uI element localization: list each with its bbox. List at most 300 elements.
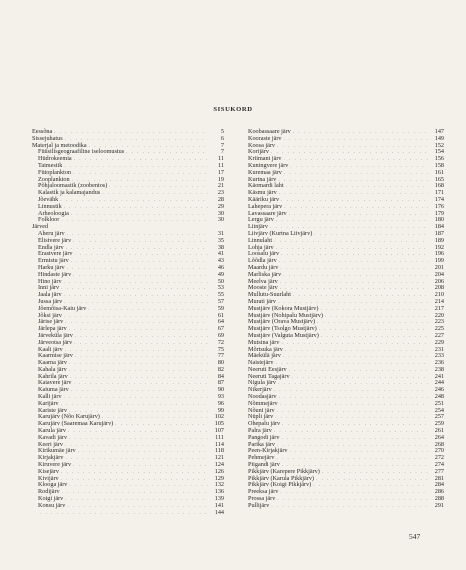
- toc-entry-title: Mustjärv (Nohipalu Mustjärv): [248, 311, 323, 319]
- toc-entry-page: 206: [434, 277, 444, 285]
- toc-entry-title: Nigula järv: [248, 379, 277, 387]
- toc-leader-dots: [280, 490, 428, 497]
- toc-leader-dots: [64, 164, 208, 171]
- toc-entry-title: Kisejärv: [38, 467, 59, 475]
- toc-entry: [248, 387, 444, 394]
- toc-entry-title: Neeruti Eesjärv: [248, 365, 287, 373]
- toc-entry-page: 270: [434, 447, 444, 455]
- toc-entry-title: Mutsina järv: [248, 338, 280, 346]
- toc-entry-page: 31: [217, 229, 224, 237]
- toc-entry-title: Põhjaloomastik (zoobentos): [38, 182, 108, 190]
- toc-entry-page: 41: [217, 250, 224, 258]
- toc-entry-page: 246: [434, 386, 444, 394]
- toc-entry-page: 105: [214, 420, 224, 428]
- toc-leader-dots: [65, 348, 208, 355]
- toc-leader-dots: [281, 252, 428, 259]
- toc-entry-title: Järveotsa järv: [38, 338, 73, 346]
- toc-leader-dots: [293, 293, 428, 300]
- toc-leader-dots: [61, 470, 208, 477]
- toc-entry-title: Füüsilisgeograafiline iseloomustus: [38, 148, 125, 156]
- toc-entry: [248, 217, 444, 224]
- toc-leader-dots: [102, 191, 208, 198]
- toc-entry-title: Hindaste järv: [38, 270, 72, 278]
- toc-entry-page: 80: [217, 359, 224, 367]
- toc-entry-title: Konsu järv: [38, 501, 66, 509]
- toc-leader-dots: [278, 381, 428, 388]
- toc-entry-title: Inni järv: [38, 284, 60, 292]
- toc-leader-dots: [280, 286, 428, 293]
- toc-entry-page: 5: [220, 128, 224, 135]
- toc-entry-page: 264: [434, 433, 444, 441]
- toc-entry-page: 277: [434, 467, 444, 475]
- toc-leader-dots: [74, 157, 208, 164]
- toc-leader-dots: [275, 415, 428, 422]
- toc-entry-page: 147: [434, 128, 444, 135]
- toc-entry: [248, 231, 444, 238]
- toc-entry: [32, 503, 224, 510]
- toc-entry-title: Koigi järv: [38, 495, 64, 503]
- toc-entry-title: Kahala järv: [38, 365, 67, 373]
- toc-entry: [32, 462, 224, 469]
- toc-leader-dots: [279, 395, 428, 402]
- toc-entry-page: 90: [217, 386, 224, 394]
- toc-entry-title: Neeruti Tagajärv: [248, 372, 290, 380]
- toc-entry-page: 225: [434, 325, 444, 333]
- toc-entry: [248, 489, 444, 496]
- toc-leader-dots: [293, 130, 428, 137]
- toc-entry-title: Mäekülä järv: [248, 352, 281, 360]
- toc-entry-page: 35: [217, 236, 224, 244]
- toc-entry-page: 168: [434, 182, 444, 190]
- toc-leader-dots: [325, 314, 428, 321]
- toc-entry-title: Prossa järv: [248, 495, 276, 503]
- toc-entry-title: Keeri järv: [38, 440, 63, 448]
- toc-entry-page: 288: [434, 495, 444, 503]
- toc-leader-dots: [274, 239, 428, 246]
- toc-entry: [32, 279, 224, 286]
- toc-leader-dots: [292, 375, 428, 382]
- toc-leader-dots: [73, 273, 208, 280]
- toc-leader-dots: [276, 246, 428, 253]
- toc-entry: [248, 143, 444, 150]
- toc-entry-page: 161: [434, 168, 444, 176]
- toc-entry: [248, 374, 444, 381]
- toc-entry-page: 214: [434, 297, 444, 305]
- toc-entry-title: Lergu järv: [248, 216, 274, 224]
- toc-entry-title: Kääriku järv: [248, 195, 280, 203]
- toc-leader-dots: [69, 436, 208, 443]
- toc-entry-page: 121: [214, 454, 224, 462]
- toc-entry-page: 124: [214, 461, 224, 469]
- toc-entry-title: Kurtna järv: [248, 175, 277, 183]
- toc-entry-page: 196: [434, 250, 444, 258]
- toc-entry-page: 61: [217, 311, 224, 319]
- toc-entry-title: Erastvere järv: [38, 250, 73, 258]
- toc-entry-title: Kirikumäe järv: [38, 447, 76, 455]
- toc-entry-page: 227: [434, 331, 444, 339]
- toc-leader-dots: [274, 388, 428, 395]
- toc-leader-dots: [102, 415, 208, 422]
- toc-leader-dots: [321, 334, 428, 341]
- toc-entry-page: 268: [434, 440, 444, 448]
- toc-leader-dots: [65, 456, 208, 463]
- toc-leader-dots: [314, 232, 428, 239]
- toc-leader-dots: [71, 388, 208, 395]
- toc-entry: [32, 394, 224, 401]
- toc-leader-dots: [66, 246, 208, 253]
- toc-entry: [248, 353, 444, 360]
- toc-entry-title: Materjal ja metoodika: [32, 141, 87, 149]
- toc-entry: [248, 421, 444, 428]
- toc-entry-title: Eessõna: [32, 128, 53, 135]
- toc-entry-title: Pikkjärv (Karula Pikkjärv): [248, 474, 314, 482]
- toc-entry-title: Liivjärv (Kurtna Liivjärv): [248, 229, 313, 237]
- toc-entry-title: Kiruvere järv: [38, 461, 72, 469]
- toc-entry: [248, 292, 444, 299]
- toc-entry-title: Mullutu-Suurlaht: [248, 291, 291, 299]
- toc-entry-page: 187: [434, 229, 444, 237]
- toc-leader-dots: [289, 212, 428, 219]
- toc-entry-page: 179: [434, 209, 444, 217]
- toc-leader-dots: [322, 470, 428, 477]
- toc-entry-title: Pikkjärv (Koigi Pikkjärv): [248, 481, 312, 489]
- toc-entry-title: Kriimani järv: [248, 155, 282, 163]
- toc-entry-title: Kahrila järv: [38, 372, 68, 380]
- toc-entry-page: 184: [434, 223, 444, 231]
- toc-leader-dots: [40, 511, 208, 518]
- toc-entry-page: 64: [217, 318, 224, 326]
- toc-entry-title: Nõuni järv: [248, 406, 275, 414]
- toc-leader-dots: [290, 449, 428, 456]
- toc-entry-page: 126: [214, 467, 224, 475]
- toc-leader-dots: [75, 252, 208, 259]
- toc-entry-page: 11: [218, 155, 224, 163]
- toc-entry-title: Naistejärv: [248, 359, 274, 367]
- toc-entry-title: Marliska järv: [248, 270, 282, 278]
- toc-leader-dots: [277, 409, 428, 416]
- toc-entry-page: 238: [434, 365, 444, 373]
- toc-leader-dots: [277, 443, 428, 450]
- toc-entry-title: Endla järv: [38, 243, 64, 251]
- toc-entry-title: Murati järv: [248, 297, 277, 305]
- toc-entry-page: 67: [217, 325, 224, 333]
- toc-leader-dots: [65, 497, 208, 504]
- toc-entry-page: 118: [214, 447, 224, 455]
- toc-leader-dots: [61, 286, 208, 293]
- toc-entry-page: 53: [217, 284, 224, 292]
- toc-entry-page: 208: [434, 284, 444, 292]
- toc-entry-title: Parika järv: [248, 440, 275, 448]
- toc-leader-dots: [280, 280, 428, 287]
- toc-entry-page: 107: [214, 427, 224, 435]
- toc-leader-dots: [282, 422, 428, 429]
- toc-entry-title: Kariste järv: [38, 406, 68, 414]
- toc-entry-title: Kaarna järv: [38, 359, 68, 367]
- toc-leader-dots: [290, 164, 428, 171]
- toc-entry: [248, 448, 444, 455]
- toc-entry-title: Loosalu järv: [248, 250, 280, 258]
- toc-leader-dots: [284, 171, 428, 178]
- toc-entry-page: 75: [217, 345, 224, 353]
- toc-leader-dots: [280, 402, 428, 409]
- toc-leader-dots: [64, 314, 208, 321]
- toc-entry-page: 129: [214, 474, 224, 482]
- toc-entry-title: Mustjärv (Valguta Mustjärv): [248, 331, 319, 339]
- toc-entry-title: Zooplankton: [38, 175, 70, 183]
- toc-entry-title: Arheoloogia: [38, 209, 69, 217]
- toc-entry-title: Folkloor: [38, 216, 60, 224]
- toc-entry: [32, 510, 224, 517]
- toc-entry: [248, 211, 444, 218]
- toc-entry-title: Aheru järv: [38, 229, 65, 237]
- toc-entry-title: Järveküla järv: [38, 331, 73, 339]
- toc-entry: [248, 136, 444, 143]
- toc-entry-title: Piigandi järv: [248, 461, 280, 469]
- toc-entry-title: Kaiumа järv: [38, 386, 69, 394]
- toc-entry-page: 132: [214, 481, 224, 489]
- toc-entry-title: Jussa järv: [38, 297, 63, 305]
- toc-entry-title: Kalli järv: [38, 393, 62, 401]
- toc-entry-title: Järise järv: [38, 318, 64, 326]
- toc-leader-dots: [276, 218, 428, 225]
- toc-leader-dots: [115, 422, 208, 429]
- toc-entry-title: Kalastik ja kalamajandus: [38, 189, 101, 197]
- toc-entry-title: Nüpli järv: [248, 413, 274, 421]
- toc-entry-page: 102: [214, 413, 224, 421]
- toc-entry-page: 286: [434, 488, 444, 496]
- toc-leader-dots: [65, 320, 208, 327]
- toc-leader-dots: [283, 354, 428, 361]
- toc-entry-title: Koosa järv: [248, 141, 275, 149]
- toc-entry-page: 19: [217, 175, 224, 183]
- toc-leader-dots: [281, 436, 428, 443]
- toc-entry-title: Mustjärv (Orava Mustjärv): [248, 318, 316, 326]
- toc-leader-dots: [74, 341, 208, 348]
- toc-entry-page: 57: [217, 297, 224, 305]
- toc-leader-dots: [286, 184, 428, 191]
- toc-entry-title: Pehmejärv: [248, 454, 275, 462]
- toc-entry-title: Hüdrokeemia: [38, 155, 72, 163]
- toc-leader-dots: [75, 354, 208, 361]
- toc-entry-page: 176: [434, 202, 444, 210]
- toc-entry-page: 241: [434, 372, 444, 380]
- toc-entry-page: 210: [434, 291, 444, 299]
- toc-entry-title: Mooste järv: [248, 284, 278, 292]
- toc-leader-dots: [276, 456, 428, 463]
- toc-entry-title: Peen-Kirjakjärv: [248, 447, 288, 455]
- toc-entry-title: Harku järv: [38, 263, 65, 271]
- page-title: SISUKORD: [213, 106, 253, 113]
- toc-entry-page: 23: [217, 189, 224, 197]
- toc-entry-page: 248: [434, 393, 444, 401]
- toc-entry-title: Hino järv: [38, 277, 62, 285]
- toc-entry-page: 114: [214, 440, 224, 448]
- toc-entry-title: Jõemõisa-Kaiu järv: [38, 304, 87, 312]
- toc-entry-page: 180: [434, 216, 444, 224]
- toc-entry-title: Nikerjärv: [248, 386, 272, 394]
- toc-entry-title: Lahepera järv: [248, 202, 283, 210]
- toc-entry: [248, 380, 444, 387]
- toc-entry-page: 204: [434, 270, 444, 278]
- toc-leader-dots: [271, 504, 428, 511]
- toc-leader-dots: [54, 130, 208, 137]
- toc-leader-dots: [283, 273, 428, 280]
- toc-entry-page: 261: [434, 427, 444, 435]
- toc-entry-title: Jaala järv: [38, 291, 62, 299]
- toc-entry-page: 251: [434, 399, 444, 407]
- toc-leader-dots: [109, 184, 208, 191]
- toc-entry: [248, 238, 444, 245]
- toc-leader-dots: [126, 150, 208, 157]
- toc-leader-dots: [64, 395, 208, 402]
- toc-entry-page: 244: [434, 379, 444, 387]
- toc-entry-page: 55: [217, 291, 224, 299]
- toc-entry-title: Kaali järv: [38, 345, 63, 353]
- toc-leader-dots: [271, 150, 428, 157]
- toc-entry: [32, 482, 224, 489]
- toc-entry-page: 165: [434, 175, 444, 183]
- toc-entry-title: Korijärv: [248, 148, 269, 156]
- toc-entry-page: 46: [217, 263, 224, 271]
- toc-leader-dots: [69, 327, 208, 334]
- toc-leader-dots: [64, 205, 208, 212]
- toc-entry-title: Kavadi järv: [38, 433, 68, 441]
- toc-leader-dots: [62, 490, 208, 497]
- toc-entry-title: Meelva järv: [248, 277, 278, 285]
- toc-leader-dots: [88, 307, 208, 314]
- toc-entry-page: 49: [217, 270, 224, 278]
- toc-entry-page: 29: [217, 202, 224, 210]
- toc-leader-dots: [281, 341, 428, 348]
- toc-entry-page: 257: [434, 413, 444, 421]
- toc-entry-page: 43: [217, 257, 224, 265]
- toc-leader-dots: [275, 361, 428, 368]
- toc-entry-page: 87: [217, 379, 224, 387]
- toc-entry-title: Kuningvere järv: [248, 161, 289, 169]
- toc-leader-dots: [277, 144, 428, 151]
- toc-leader-dots: [67, 504, 208, 511]
- toc-leader-dots: [320, 307, 428, 314]
- toc-entry-title: Linnulaht: [248, 236, 273, 244]
- toc-leader-dots: [65, 443, 208, 450]
- toc-entry-page: 158: [434, 161, 444, 169]
- toc-entry-title: Lõõdla järv: [248, 257, 277, 265]
- toc-entry-title: Ermistu järv: [38, 257, 69, 265]
- toc-entry-title: Sissejuhatus: [32, 134, 63, 142]
- toc-leader-dots: [73, 171, 208, 178]
- toc-entry-title: Nõmmejärv: [248, 399, 278, 407]
- toc-entry-title: Elistvere järv: [38, 236, 72, 244]
- toc-entry-page: 236: [434, 359, 444, 367]
- toc-leader-dots: [67, 266, 208, 273]
- toc-entry-page: 28: [217, 195, 224, 203]
- toc-leader-dots: [64, 280, 208, 287]
- toc-entry-page: 7: [220, 148, 224, 156]
- toc-leader-dots: [73, 463, 208, 470]
- toc-entry: [248, 408, 444, 415]
- toc-entry-title: Koobassaare järv: [248, 128, 291, 135]
- toc-entry-page: 96: [217, 399, 224, 407]
- toc-entry-page: 136: [214, 488, 224, 496]
- toc-entry-title: Ohepalu järv: [248, 420, 281, 428]
- toc-leader-dots: [279, 191, 428, 198]
- toc-entry-page: 233: [434, 352, 444, 360]
- toc-entry-page: 199: [434, 257, 444, 265]
- toc-entry: [248, 401, 444, 408]
- toc-entry-title: Klooga järv: [38, 481, 68, 489]
- toc-leader-dots: [319, 327, 428, 334]
- toc-entry-title: Lavassaare järv: [248, 209, 287, 217]
- toc-leader-dots: [281, 198, 428, 205]
- toc-entry-page: 21: [217, 182, 224, 190]
- toc-leader-dots: [279, 259, 428, 266]
- toc-entry-page: 174: [434, 195, 444, 203]
- toc-entry-title: Kirjakjärv: [38, 454, 64, 462]
- toc-entry-title: Linnustik: [38, 202, 62, 210]
- toc-leader-dots: [64, 293, 208, 300]
- toc-entry-title: Kivijärv: [38, 474, 59, 482]
- toc-entry-page: 149: [434, 134, 444, 142]
- toc-entry: [32, 211, 224, 218]
- page-number: 547: [409, 532, 421, 541]
- toc-entry: [32, 217, 224, 224]
- toc-entry-page: 69: [217, 331, 224, 339]
- toc-entry-page: 11: [218, 161, 224, 169]
- toc-entry-page: 220: [434, 311, 444, 319]
- toc-entry-title: Taimestik: [38, 161, 63, 169]
- toc-leader-dots: [60, 198, 208, 205]
- toc-entry-title: Liinjärv: [248, 223, 268, 231]
- toc-entry-page: 99: [217, 406, 224, 414]
- toc-entry-page: 17: [217, 168, 224, 176]
- toc-entry-title: Karujärv (Saaremaa Karujärv): [38, 420, 114, 428]
- toc-entry-page: 259: [434, 420, 444, 428]
- toc-entry-page: 154: [434, 148, 444, 156]
- toc-leader-dots: [69, 361, 208, 368]
- toc-leader-dots: [274, 429, 428, 436]
- toc-entry-title: Kaarmise järv: [38, 352, 73, 360]
- toc-entry-title: Pangodi järv: [248, 433, 280, 441]
- toc-leader-dots: [313, 483, 428, 490]
- toc-entry-page: 223: [434, 318, 444, 326]
- toc-entry-page: 217: [434, 304, 444, 312]
- toc-entry-title: Karijärv: [38, 399, 59, 407]
- toc-leader-dots: [69, 483, 208, 490]
- toc-leader-dots: [71, 212, 208, 219]
- toc-entry-title: Jõksi järv: [38, 311, 62, 319]
- toc-leader-dots: [284, 157, 428, 164]
- toc-entry-title: Kaiavere järv: [38, 379, 72, 387]
- toc-entry-title: Pikkjärv (Karepere Pikkjärv): [248, 467, 320, 475]
- toc-entry-title: Mustjärv (Tsolgo Mustjärv): [248, 325, 317, 333]
- toc-leader-dots: [61, 218, 208, 225]
- toc-leader-dots: [61, 402, 208, 409]
- toc-right-column: [248, 129, 444, 510]
- toc-entry: [248, 496, 444, 503]
- toc-entry-page: 254: [434, 406, 444, 414]
- toc-leader-dots: [70, 375, 208, 382]
- toc-entry-page: 284: [434, 481, 444, 489]
- toc-entry-page: 93: [217, 393, 224, 401]
- toc-entry-title: Kuremaa järv: [248, 168, 282, 176]
- toc-left-column: [32, 129, 224, 516]
- toc-entry: [32, 469, 224, 476]
- toc-entry: [248, 251, 444, 258]
- toc-entry: [248, 170, 444, 177]
- toc-entry-page: 59: [217, 304, 224, 312]
- toc-entry-title: Järved: [32, 223, 49, 231]
- toc-leader-dots: [284, 205, 428, 212]
